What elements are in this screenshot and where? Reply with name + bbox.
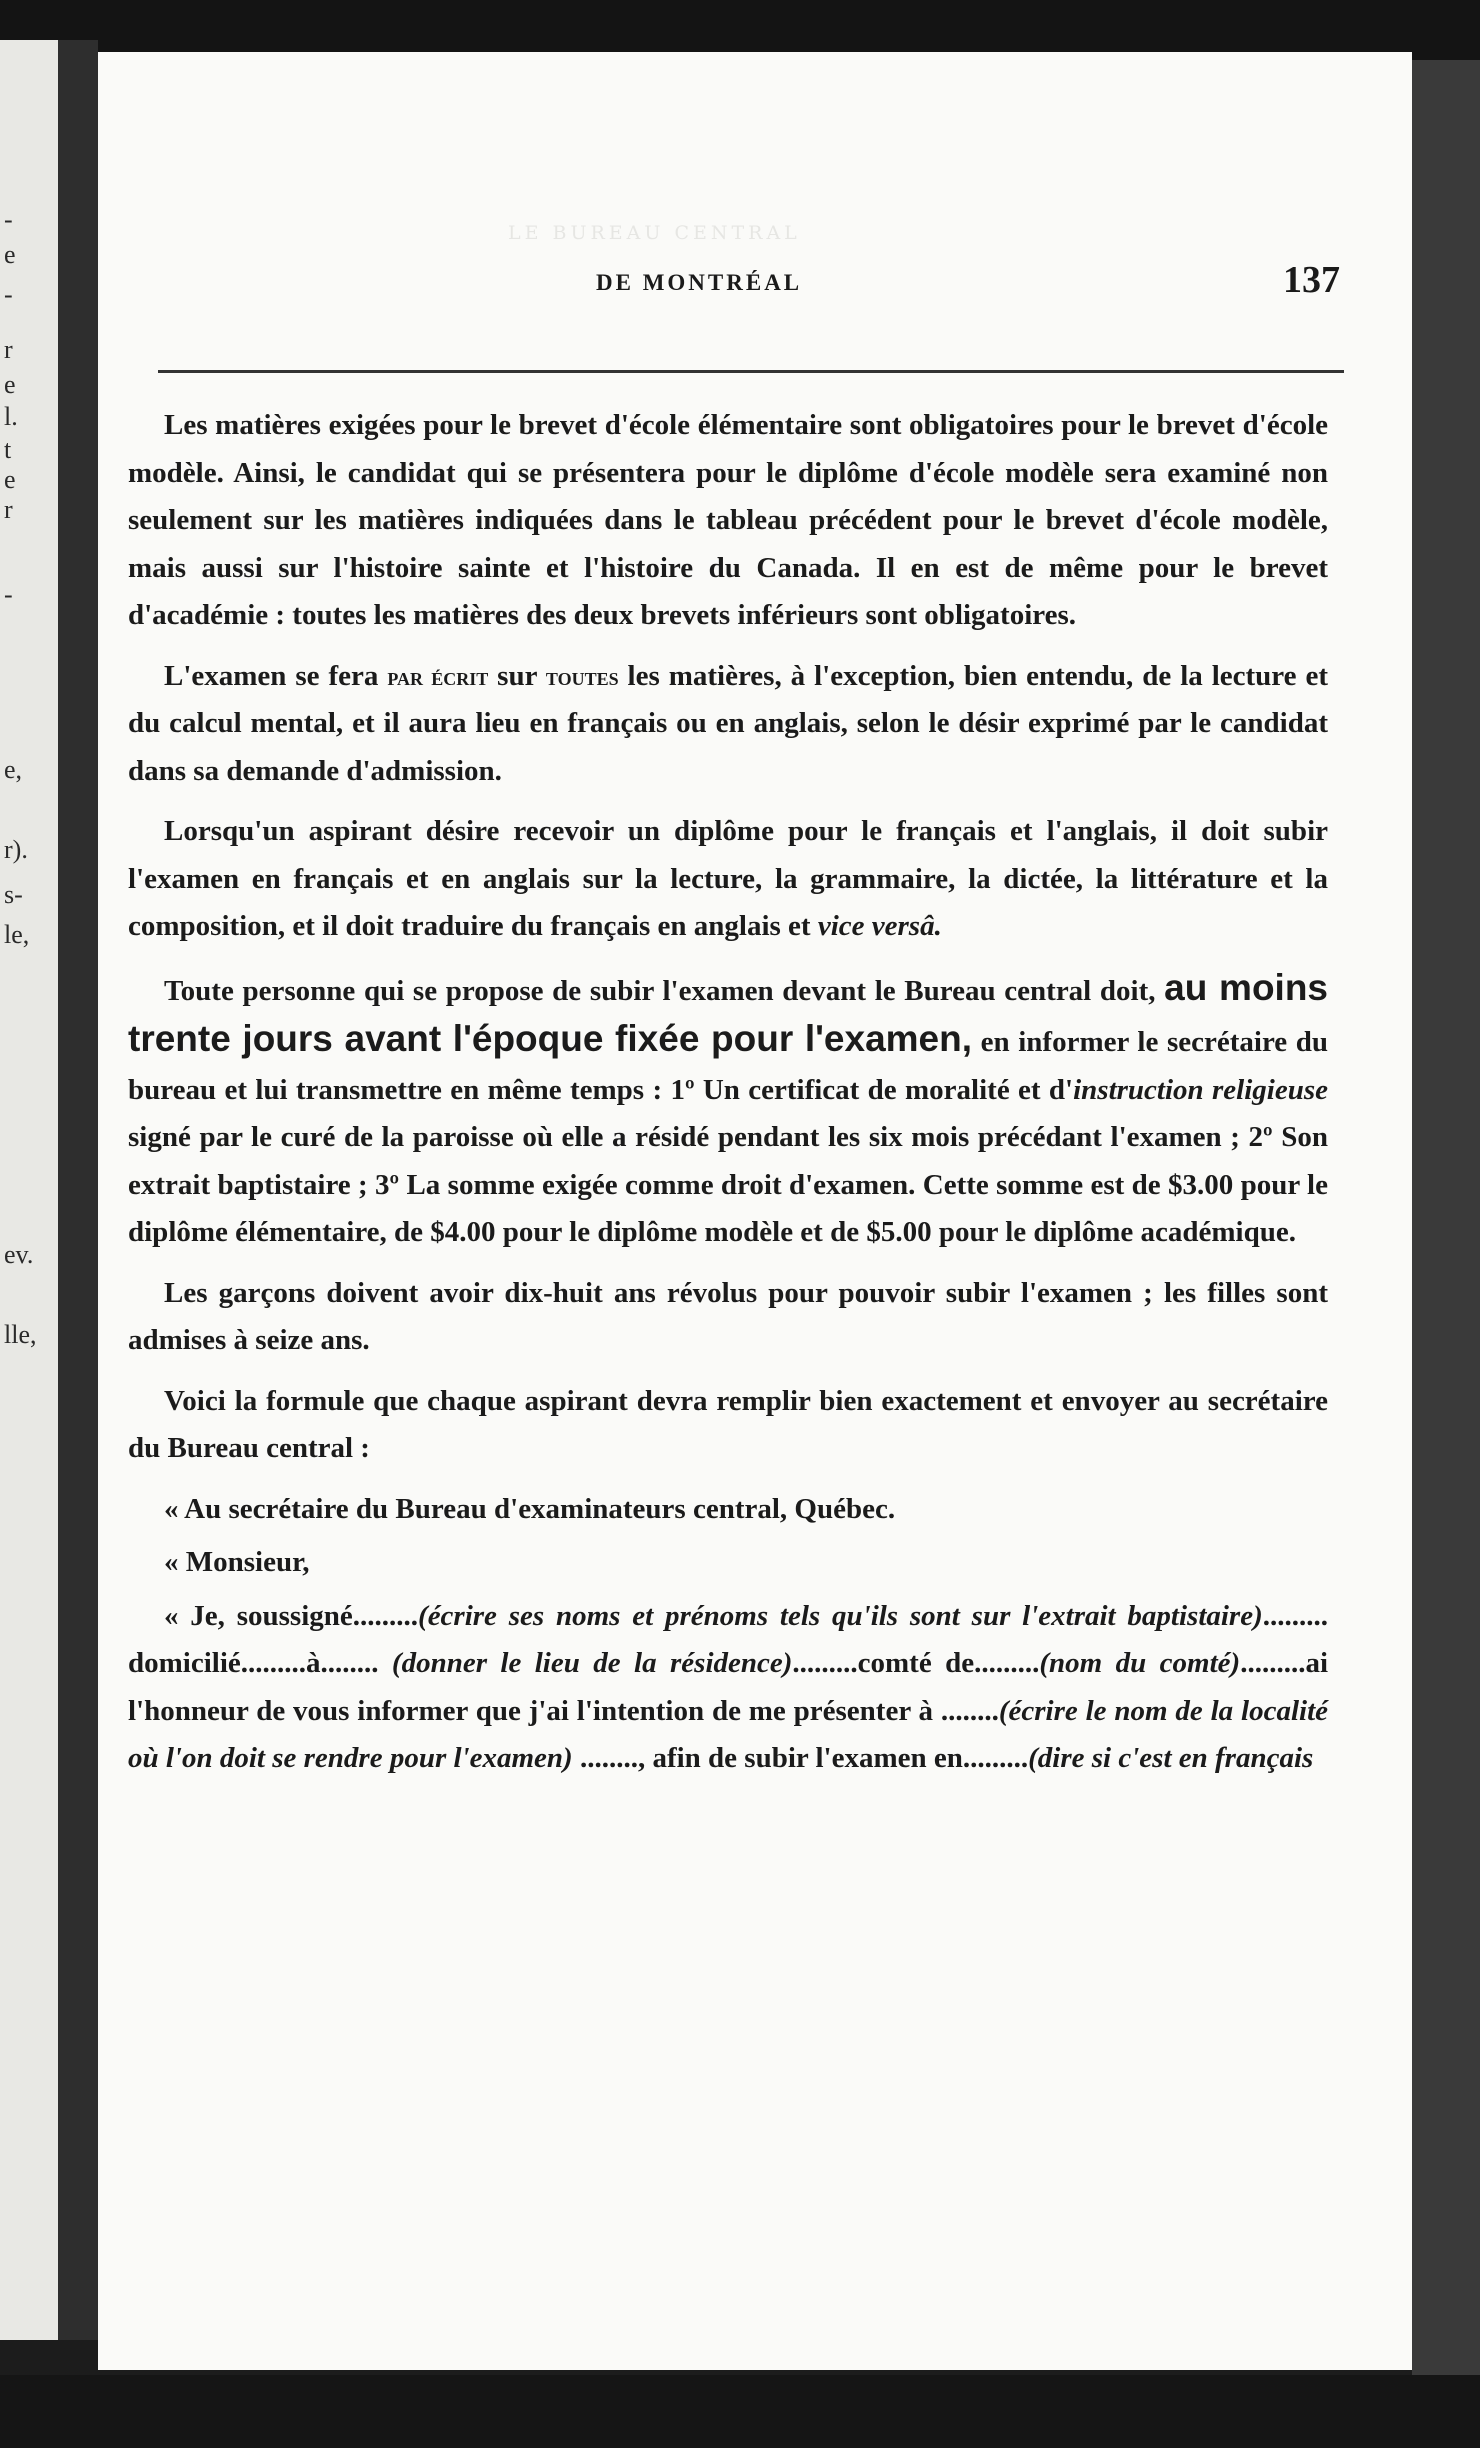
page-stack-edge [1412, 60, 1480, 2380]
book-page [98, 52, 1412, 2370]
text-run: signé par le curé de la paroisse où elle a résidé pendant les six mois précédant l'examen ; 2º Son extrait baptistaire ; 3º La somme exigée comme droit d'examen. Cette somme est de $3.00 pour le diplôme élémentaire, de $4.00 pour le diplôme modèle et de $5.00 pour le diplôme académique. [128, 1121, 1328, 1248]
paragraph-form-intro: Voici la formule que chaque aspirant devra remplir bien exactement et envoyer au secrétaire du Bureau central : [128, 1384, 1328, 1464]
facing-page-fragment: e [4, 465, 16, 494]
facing-page-fragment: e, [4, 755, 23, 784]
text-run: .........ai l'honneur de vous informer que j'ai l'intention de me présenter à ........ [128, 1647, 1328, 1727]
scan-top-border [0, 0, 1480, 60]
small-caps-text: toutes [545, 661, 619, 691]
facing-page-fragment: l. [4, 402, 18, 431]
facing-page-fragment: - [4, 580, 13, 609]
paragraph-written-exam [128, 653, 1328, 796]
italic-instruction: (écrire ses noms et prénoms tels qu'ils sont sur l'extrait baptistaire) [418, 1599, 1263, 1632]
page-body [128, 402, 1328, 1789]
facing-page-fragment: s- [4, 880, 23, 909]
italic-text: instruction religieuse [1073, 1073, 1328, 1106]
facing-page-fragment: - [4, 205, 13, 234]
paragraph-required-subjects: Les matières exigées pour le brevet d'école élémentaire sont obligatoires pour le brevet d'école modèle. Ainsi, le candidat qui se présentera pour le diplôme d'école modèle sera examiné non seulement sur les matières indiquées dans le tableau précédent pour le brevet d'école modèle, mais aussi sur l'histoire sainte et l'histoire du Canada. Il en est de même pour le brevet d'académie : toutes les matières des deux brevets inférieurs sont obligatoires. [128, 409, 1328, 631]
paragraph-application-deadline [128, 964, 1328, 1257]
emphasized-text: au moins trente jours avant l'époque fixée pour l'examen, [128, 966, 1329, 1059]
paragraph-age-requirement: Les garçons doivent avoir dix-huit ans révolus pour pouvoir subir l'examen ; les filles sont admises à seize ans. [128, 1276, 1328, 1356]
italic-instruction: (écrire le nom de la localité où l'on doit se rendre pour l'examen) [128, 1694, 1328, 1774]
text-run: les matières, à l'exception, bien entendu, de la lecture et du calcul mental, et il aura lieu en français ou en anglais, selon le désir exprimé par le candidat dans sa demande d'admission. [128, 659, 1329, 787]
text-run: ........, afin de subir l'examen en......... [579, 1742, 1029, 1774]
text-run: « Je, soussigné......... [164, 1599, 419, 1632]
facing-page-fragment: ev. [4, 1240, 34, 1269]
text-run: Lorsqu'un aspirant désire recevoir un diplôme pour le français et l'anglais, il doit subir l'examen en français et en anglais sur la lecture, la grammaire, la dictée, la littérature et la composition, et il doit traduire du français en anglais et [128, 815, 1328, 942]
formula-body [128, 1593, 1328, 1783]
facing-page-fragment: e [4, 370, 16, 399]
facing-page-fragment: - [4, 280, 13, 309]
application-formula [128, 1486, 1328, 1783]
text-run: L'examen se fera [164, 659, 379, 692]
text-run: ......... domicilié.........à........ [128, 1599, 1328, 1679]
text-run: Toute personne qui se propose de subir l'examen devant le Bureau central doit, [164, 974, 1156, 1007]
facing-page-fragment: lle, [4, 1320, 37, 1349]
italic-instruction: (dire si c'est en français [1028, 1742, 1314, 1774]
facing-page-fragment: e [4, 240, 16, 269]
header-rule [158, 370, 1344, 373]
show-through-text: LE BUREAU CENTRAL [508, 222, 801, 244]
italic-text: vice versâ. [817, 910, 942, 942]
page-number: 137 [1283, 259, 1340, 301]
italic-instruction: (donner le lieu de la résidence) [391, 1647, 793, 1679]
book-gutter [58, 40, 98, 2340]
facing-page-fragment: r [4, 335, 13, 364]
formula-salutation: « Monsieur, [164, 1546, 310, 1578]
facing-page-fragment: le, [4, 920, 30, 949]
small-caps-text: par écrit [387, 661, 489, 691]
italic-instruction: (nom du comté) [1039, 1647, 1241, 1679]
facing-page-fragment: r [4, 495, 13, 524]
facing-page-fragment: r). [4, 835, 28, 864]
facing-page-edge [0, 40, 58, 2340]
facing-page-fragment: t [4, 435, 12, 464]
formula-address-line: « Au secrétaire du Bureau d'examinateurs central, Québec. [164, 1492, 896, 1525]
text-run: sur [497, 659, 537, 692]
scan-bottom-border [0, 2375, 1480, 2448]
text-run: .........comté de......... [792, 1647, 1040, 1679]
text-run: en informer le secrétaire du bureau et lui transmettre en même temps : 1º Un certificat de moralité et d' [128, 1026, 1329, 1106]
paragraph-bilingual-diploma [128, 808, 1328, 951]
running-head: DE MONTRÉAL [596, 270, 803, 295]
